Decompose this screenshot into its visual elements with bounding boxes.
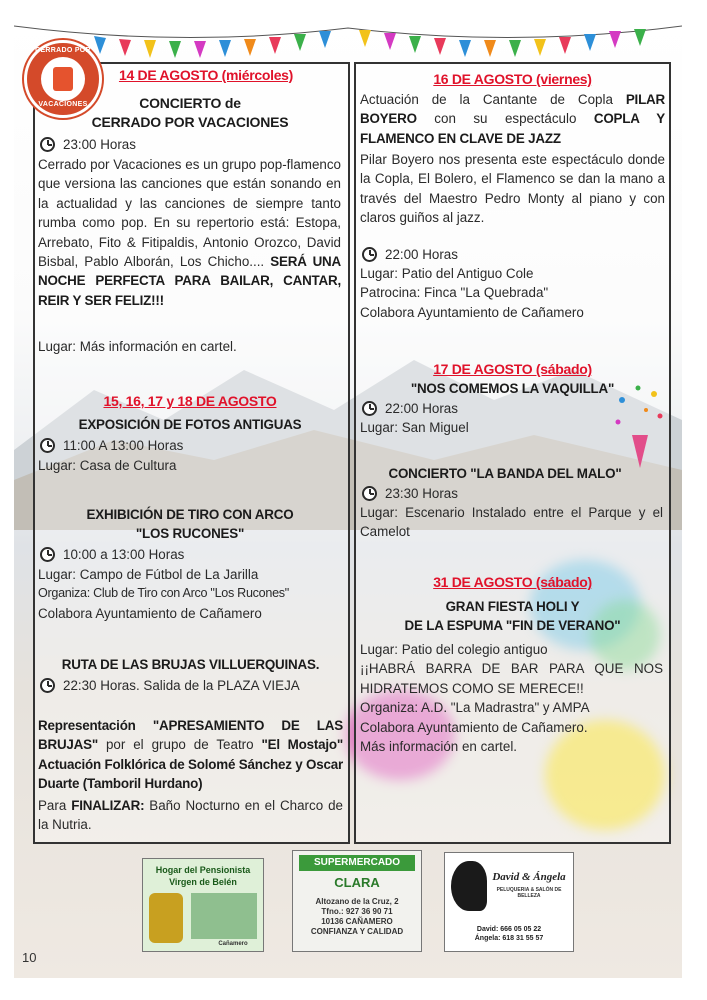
ad-supermercado-clara: [292, 850, 422, 952]
aug16-intro-a: Actuación de la Cantante de Copla: [360, 92, 626, 107]
aug16-desc: Pilar Boyero nos presenta este espectáculo donde la Copla, El Bolero, el Flamenco se dan la mano a través del Maestro Pedro Monty al piano y con claros guiños al jazz.: [360, 152, 665, 226]
expo-place: Lugar: Casa de Cultura: [38, 458, 177, 473]
aug16-section: [360, 70, 665, 89]
aug14-date: 14 DE AGOSTO (miércoles): [118, 67, 294, 83]
tiro-details: [38, 565, 343, 623]
tiro-title-line1: EXHIBICIÓN DE TIRO CON ARCO: [86, 507, 294, 522]
aug31-title: [360, 597, 665, 636]
aug31-details: [360, 640, 663, 756]
ad-super-tel: Tfno.: 927 36 90 71: [321, 907, 393, 916]
aug14-desc: Cerrado por Vacaciones es un grupo pop-flamenco que versiona las canciones que están sonando en la actualidad y las canciones de siempre tanto rumba como pop. En su repertorio está: Estopa, Arrebato, Fito & Fitipaldis, Antonio Orozco, David Bisbal, Pablo Alborán, Los Chicho....: [38, 157, 341, 270]
representacion: [38, 716, 343, 794]
ruta-time-row: [40, 676, 345, 695]
finalizar: [38, 796, 343, 835]
clock-icon: [362, 401, 377, 416]
clock-icon: [40, 137, 55, 152]
banda-time: 23:30 Horas: [385, 486, 458, 501]
banda-title: CONCIERTO "LA BANDA DEL MALO": [388, 466, 622, 481]
party-popper-icon: [610, 380, 670, 470]
ad-super-city: 10136 CAÑAMERO: [321, 917, 393, 926]
aug31-bar: ¡¡HABRÁ BARRA DE BAR PARA QUE NOS HIDRATEMOS COMO SE MERECE!!: [360, 661, 663, 696]
banda-time-row: [362, 484, 667, 503]
tiro-org: Organiza: Club de Tiro con Arco "Los Rucones": [38, 586, 289, 601]
expo-time: 11:00 A 13:00 Horas: [63, 438, 184, 453]
aug31-place: Lugar: Patio del colegio antiguo: [360, 642, 548, 657]
aug15-date: 15, 16, 17 y 18 DE AGOSTO: [103, 393, 277, 409]
tiro-time-row: [40, 545, 340, 564]
aug31-colab: Colabora Ayuntamiento de Cañamero.: [360, 719, 588, 735]
aug16-intro-d: COPLA Y FLAMENCO EN CLAVE DE JAZZ: [360, 111, 665, 146]
aug14-section: [96, 66, 316, 85]
aug14-description: [38, 155, 341, 310]
aug16-place: Lugar: Patio del Antiguo Cole: [360, 266, 534, 281]
aug14-title: [40, 94, 340, 133]
aug16-details: [360, 264, 665, 322]
tiro-title-line2: "LOS RUCONES": [135, 526, 245, 542]
ad-david-name: David & Ángela: [492, 871, 566, 883]
vaquilla-time: 22:00 Horas: [385, 401, 458, 416]
ad-hogar-pensionista: [142, 858, 264, 952]
final-a: Para: [38, 798, 72, 813]
aug14-time-row: [40, 135, 340, 154]
tiro-time: 10:00 a 13:00 Horas: [63, 547, 185, 562]
aug16-sponsor: Patrocina: Finca "La Quebrada": [360, 285, 549, 301]
building-image: [191, 893, 257, 939]
aug14-place: Lugar: Más información en cartel.: [38, 339, 237, 354]
ad-super-line2: CLARA: [334, 875, 380, 890]
badge-text-bottom: VACACIONES: [38, 101, 88, 108]
ad-super-contact: [293, 897, 421, 937]
clock-icon: [40, 678, 55, 693]
aug14-desc-bold: SERÁ UNA NOCHE PERFECTA PARA BAILAR, CANTAR, REIR Y SER FELIZ!!!: [38, 254, 341, 308]
aug14-title-line2: CERRADO POR VACACIONES: [91, 114, 289, 131]
mascot-icon: [149, 893, 183, 943]
aug16-intro-c: con su espectáculo: [416, 111, 594, 127]
page-number: 10: [22, 950, 37, 965]
badge-text-top: CERRADO POR: [35, 47, 91, 54]
banda-place: Lugar: Escenario Instalado entre el Parque y el Camelot: [360, 505, 663, 540]
rep-normal: por el grupo de Teatro: [98, 737, 262, 753]
vaquilla-title: "NOS COMEMOS LA VAQUILLA": [410, 381, 615, 396]
ad-super-line1: SUPERMERCADO: [299, 855, 415, 871]
aug31-title-line2: DE LA ESPUMA "FIN DE VERANO": [404, 618, 621, 634]
ad-david-tel2: Ángela: 618 31 55 57: [474, 935, 544, 942]
ad-hogar-line1: Hogar del Pensionista: [155, 865, 251, 875]
aug14-title-line1: CONCIERTO de: [139, 95, 241, 111]
aug14-time: 23:00 Horas: [63, 137, 136, 152]
clock-icon: [40, 547, 55, 562]
aug16-time: 22:00 Horas: [385, 247, 458, 262]
bunting-decoration: [14, 18, 682, 68]
clock-icon: [40, 438, 55, 453]
aug16-intro-b: PILAR BOYERO: [360, 92, 665, 127]
ad-hogar-sign: Cañamero: [218, 941, 248, 947]
aug15-section: [40, 392, 340, 411]
aug31-title-line1: GRAN FIESTA HOLI Y: [445, 599, 580, 614]
aug31-section: [360, 573, 665, 592]
tiro-place: Lugar: Campo de Fútbol de La Jarilla: [38, 567, 259, 582]
clock-icon: [362, 486, 377, 501]
ad-david-angela: [444, 852, 574, 952]
ad-hogar-line2: Virgen de Belén: [169, 877, 237, 887]
suitcase-icon: [53, 67, 73, 91]
expo-title: EXPOSICIÓN DE FOTOS ANTIGUAS: [78, 417, 302, 432]
ad-super-slogan: CONFIANZA Y CALIDAD: [310, 927, 404, 936]
rep-bold1: Representación "APRESAMIENTO DE LAS BRUJAS": [38, 718, 343, 753]
ad-david-phones: [445, 925, 573, 943]
ruta-time: 22:30 Horas. Salida de la PLAZA VIEJA: [63, 678, 300, 693]
aug31-org: Organiza: A.D. "La Madrastra" y AMPA: [360, 700, 590, 716]
final-b: FINALIZAR:: [71, 798, 145, 813]
ad-david-sub: PELUQUERIA & SALÓN DE BELLEZA: [496, 887, 562, 899]
expo-time-row: [40, 436, 340, 455]
final-c: Baño Nocturno en el Charco de la Nutria.: [38, 798, 343, 833]
aug31-date: 31 DE AGOSTO (sábado): [433, 574, 592, 590]
tiro-colab: Colabora Ayuntamiento de Cañamero: [38, 605, 262, 621]
tiro-title: [40, 505, 340, 544]
ad-david-tel1: David: 666 05 05 22: [476, 926, 542, 933]
clock-icon: [362, 247, 377, 262]
ad-super-addr: Altozano de la Cruz, 2: [315, 897, 399, 906]
aug16-colab: Colabora Ayuntamiento de Cañamero: [360, 304, 584, 320]
aug17-section: [360, 360, 665, 379]
aug31-more: Más información en cartel.: [360, 739, 518, 755]
hair-silhouette-icon: [451, 861, 487, 911]
aug16-time-row: [362, 245, 667, 264]
ruta-title: RUTA DE LAS BRUJAS VILLUERQUINAS.: [61, 657, 320, 672]
vaquilla-place: Lugar: San Miguel: [360, 420, 469, 435]
aug16-intro: [360, 90, 665, 148]
aug17-date: 17 DE AGOSTO (sábado): [433, 361, 592, 377]
rep-bold2: "El Mostajo" Actuación Folklórica de Solomé Sánchez y Oscar Duarte (Tamboril Hurdano): [38, 737, 343, 792]
aug16-date: 16 DE AGOSTO (viernes): [433, 71, 592, 87]
